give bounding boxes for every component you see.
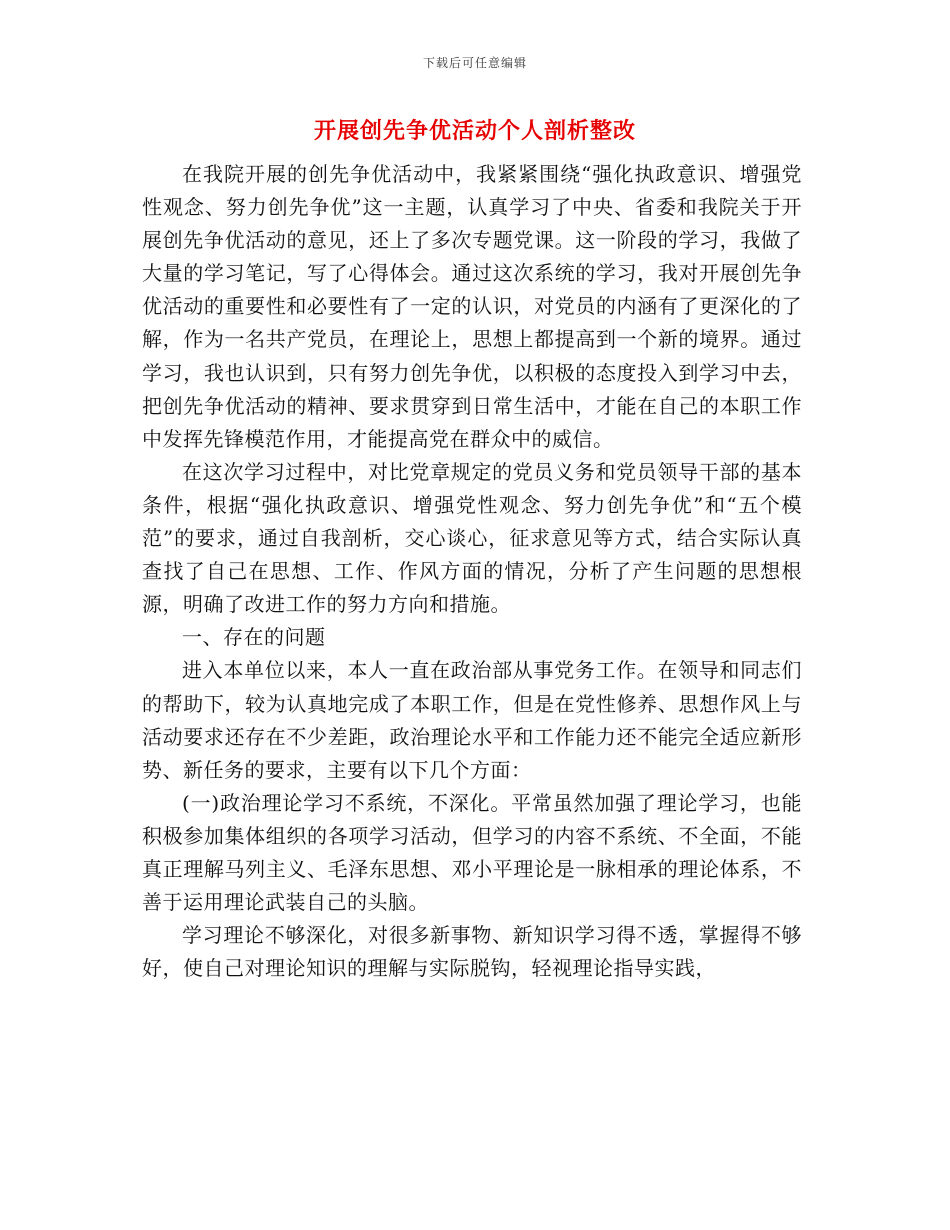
paragraph: (一)政治理论学习不系统，不深化。平常虽然加强了理论学习，也能积极参加集体组织的各项学习活动，但学习的内容不系统、不全面，不能真正理解马列主义、毛泽东思想、邓小平理论是一脉相承的理论体系，不善于运用理论武装自己的头脑。 — [142, 790, 802, 915]
document-body — [142, 158, 802, 985]
section-heading: 一、存在的问题 — [182, 625, 326, 650]
header-note: 下载后可任意编辑 — [422, 56, 527, 70]
page-title: 开展创先争优活动个人剖析整改 — [313, 118, 636, 144]
paragraph: 学习理论不够深化，对很多新事物、新知识学习得不透，掌握得不够好，使自己对理论知识的理解与实际脱钩，轻视理论指导实践， — [142, 923, 802, 981]
paragraph: 在这次学习过程中，对比党章规定的党员义务和党员领导干部的基本条件，根据“强化执政意识、增强党性观念、努力创先争优”和“五个模范”的要求，通过自我剖析，交心谈心，征求意见等方式，结合实际认真查找了自己在思想、工作、作风方面的情况，分析了产生问题的思想根源，明确了改进工作的努力方向和措施。 — [142, 459, 802, 617]
paragraph: 进入本单位以来，本人一直在政治部从事党务工作。在领导和同志们的帮助下，较为认真地完成了本职工作，但是在党性修养、思想作风上与活动要求还存在不少差距，政治理论水平和工作能力还不能完全适应新形势、新任务的要求，主要有以下几个方面： — [142, 658, 802, 782]
paragraph: 在我院开展的创先争优活动中，我紧紧围绕“强化执政意识、增强党性观念、努力创先争优”这一主题，认真学习了中央、省委和我院关于开展创先争优活动的意见，还上了多次专题党课。这一阶段的学习，我做了大量的学习笔记，写了心得体会。通过这次系统的学习，我对开展创先争优活动的重要性和必要性有了一定的认识，对党员的内涵有了更深化的了解，作为一名共产党员，在理论上，思想上都提高到一个新的境界。通过学习，我也认识到，只有努力创先争优，以积极的态度投入到学习中去，把创先争优活动的精神、要求贯穿到日常生活中，才能在自己的本职工作中发挥先锋模范作用，才能提高党在群众中的威信。 — [142, 162, 802, 451]
